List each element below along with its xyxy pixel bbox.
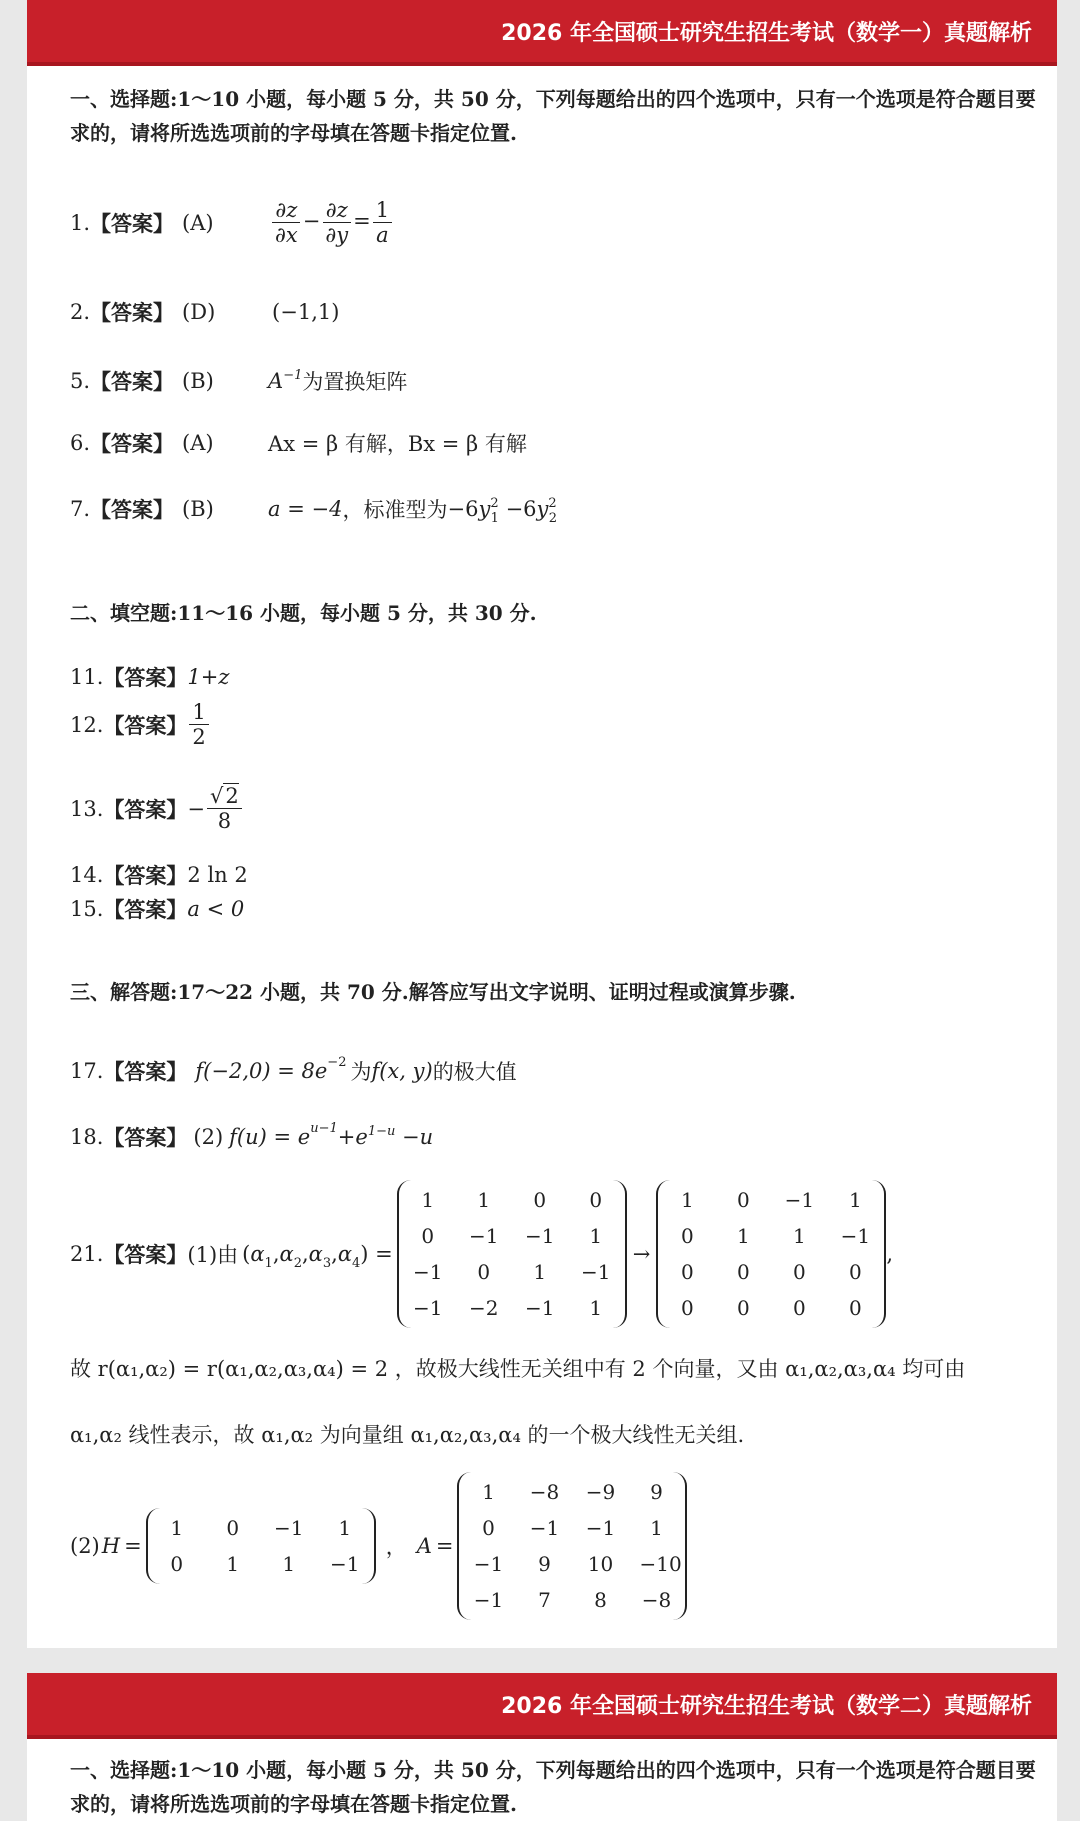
answer-row-q21: 21. 【答案】 (1)由 $(\alpha_1,\alpha_2,\alpha_3,\alpha_4)$ = 1 1 0 0 0 −1 −1 1 −1 0 1 −1 −1 −2 −1 1 → 1 0 −1 1 0 1 1 −1 0 0 0 0 0 0 0 0 , (70, 1180, 893, 1328)
matrix-reduced (656, 1180, 886, 1328)
matrix-cell: −1 (581, 1260, 611, 1284)
matrix-cell: 1 (793, 1224, 806, 1248)
matrix-cell: 0 (737, 1296, 750, 1320)
fraction-denominator: 8 (217, 809, 232, 834)
matrix-cell: 0 (482, 1516, 495, 1540)
matrix-cell: −1 (473, 1588, 504, 1612)
matrix-cell: 1 (421, 1188, 435, 1212)
matrix-cell: 0 (421, 1224, 435, 1248)
answer-tag: 【答案】 (103, 863, 188, 888)
answer-tag: 【答案】 (90, 369, 175, 394)
formula-partials: $\frac{\partial z}{\partial x}$ − $\frac{\partial z}{\partial y}$ = $\frac{1}{a}$ (270, 198, 394, 247)
matrix-cell: −1 (413, 1260, 443, 1284)
answer-tag: 【答案】 (103, 897, 188, 922)
answer-row-q15 (70, 894, 244, 924)
answer-tag: 【答案】 (103, 1059, 188, 1084)
section-choice-header: 一、选择题:1～10 小题，每小题 5 分，共 50 分，下列每题给出的四个选项中，只有一个选项是符合题目要求的，请将所选选项前的字母填在答题卡指定位置. (70, 1758, 1036, 1816)
question-number: 12. (70, 712, 104, 737)
matrix-cell: −1 (329, 1552, 360, 1576)
q21-paragraph-1: 故 r(α₁,α₂) = r(α₁,α₂,α₃,α₄) = 2 ，故极大线性无关组中有 2 个向量，又由 α₁,α₂,α₃,α₄ 均可由 (70, 1357, 966, 1381)
sheet-banner (27, 1673, 1057, 1735)
question-number: 2. (70, 300, 91, 324)
answer-row-q1 (70, 198, 394, 247)
matrix-cell: −1 (585, 1516, 616, 1540)
sheet-banner (27, 0, 1057, 62)
matrix-cell: 0 (681, 1224, 694, 1248)
answer-option: (B) (182, 497, 214, 521)
matrix-cell: 1 (681, 1188, 694, 1212)
answer-option: (A) (182, 210, 214, 235)
answer-row-q5 (70, 366, 407, 396)
matrix-cell: 10 (587, 1552, 614, 1576)
answer-text: f(u) = e (229, 1125, 311, 1149)
matrix-cell: −10 (639, 1552, 682, 1576)
matrix-cell: 1 (849, 1188, 862, 1212)
answer-tag: 【答案】 (103, 1125, 188, 1150)
answer-text: (−1,1) (272, 300, 340, 324)
matrix-cell: 0 (170, 1552, 184, 1576)
matrix-cell: −2 (469, 1296, 499, 1320)
answer-text: (2) (193, 1125, 224, 1149)
answer-text: (2) (70, 1534, 100, 1558)
q21-paragraph-2: α₁,α₂ 线性表示，故 α₁,α₂ 为向量组 α₁,α₂,α₃,α₄ 的一个极大线性无关组. (70, 1423, 745, 1447)
answer-row-q2 (70, 297, 339, 327)
answer-tag: 【答案】 (90, 300, 175, 325)
question-number: 1. (70, 210, 91, 235)
matrix-cell: −1 (529, 1516, 560, 1540)
banner-title: 2026 年全国硕士研究生招生考试（数学一）真题解析 (501, 20, 1032, 46)
answer-text: 为 (350, 1060, 372, 1084)
matrix-cell: −8 (529, 1480, 560, 1504)
answer-text: (1)由 (187, 1243, 239, 1267)
matrix-cell: 1 (737, 1224, 750, 1248)
matrix-cell: 1 (477, 1188, 491, 1212)
section-choice-header: 一、选择题:1～10 小题，每小题 5 分，共 50 分，下列每题给出的四个选项中，只有一个选项是符合题目要求的，请将所选选项前的字母填在答题卡指定位置. (70, 87, 1036, 145)
answer-tag: 【答案】 (90, 210, 175, 236)
matrix-cell: −1 (784, 1188, 815, 1212)
question-number: 5. (70, 369, 91, 393)
standard-form: $-6y^2_1 -6y^2_2$ (447, 496, 557, 526)
answer-row-q21-part2: (2) H = 1 0 −1 1 0 1 1 −1 ， A = 1 −8 −9 9 0 −1 −1 1 −1 9 10 −10 −1 7 8 −8 (70, 1472, 687, 1620)
matrix-cell: 1 (482, 1480, 495, 1504)
section-solve-header: 三、解答题:17～22 小题，共 70 分.解答应写出文字说明、证明过程或演算步骤. (70, 980, 796, 1004)
matrix-alpha (397, 1180, 627, 1328)
matrix-cell: 0 (793, 1296, 806, 1320)
answer-text: Ax = β 有解， (268, 432, 408, 456)
answer-text: 1+z (187, 665, 230, 689)
matrix-cell: 1 (589, 1224, 603, 1248)
matrix-cell: −1 (469, 1224, 499, 1248)
banner-title: 2026 年全国硕士研究生招生考试（数学二）真题解析 (501, 1693, 1032, 1719)
matrix-cell: 1 (338, 1516, 352, 1540)
question-number: 11. (70, 665, 104, 689)
matrix-cell: 0 (849, 1296, 862, 1320)
question-number: 18. (70, 1125, 104, 1149)
matrix-cell: −1 (413, 1296, 443, 1320)
matrix-cell: 1 (533, 1260, 547, 1284)
matrix-cell: 0 (681, 1260, 694, 1284)
answer-tag: 【答案】 (103, 1242, 188, 1267)
matrix-cell: 0 (477, 1260, 491, 1284)
matrix-cell: −1 (273, 1516, 304, 1540)
exam-sheet-math-two (27, 1673, 1057, 1821)
answer-row-q12 (70, 700, 211, 749)
question-number: 13. (70, 796, 104, 821)
answer-tag: 【答案】 (90, 497, 175, 522)
question-number: 7. (70, 497, 91, 521)
matrix-cell: 1 (589, 1296, 603, 1320)
matrix-cell: 7 (538, 1588, 551, 1612)
matrix-cell: 9 (650, 1480, 663, 1504)
matrix-a (457, 1472, 687, 1620)
answer-text: 2 ln 2 (187, 863, 248, 887)
matrix-cell: 0 (737, 1260, 750, 1284)
matrix-symbol: $A^{-1}$ (268, 368, 303, 393)
answer-text: a = −4 (268, 497, 343, 521)
question-number: 17. (70, 1059, 104, 1083)
matrix-cell: −1 (525, 1296, 555, 1320)
answer-row-q13: 13. 【答案】 − $\frac{√2}{8}$ (70, 784, 244, 833)
answer-text: ，标准型为 (342, 498, 448, 522)
matrix-cell: 0 (533, 1188, 547, 1212)
answer-option: (A) (182, 431, 214, 455)
fraction-numerator: 2 (225, 784, 239, 808)
matrix-cell: 9 (538, 1552, 551, 1576)
matrix-cell: 0 (681, 1296, 694, 1320)
section-fill-header: 二、填空题:11～16 小题，每小题 5 分，共 30 分. (70, 601, 537, 625)
answer-tag: 【答案】 (103, 665, 188, 690)
fraction-denominator: 2 (192, 725, 206, 750)
matrix-cell: 0 (793, 1260, 806, 1284)
answer-text: f(−2,0) = 8e (195, 1059, 328, 1083)
answer-option: (B) (182, 369, 214, 393)
matrix-cell: 1 (226, 1552, 240, 1576)
answer-tag: 【答案】 (90, 431, 175, 456)
matrix-cell: 8 (594, 1588, 607, 1612)
matrix-h (146, 1508, 376, 1584)
matrix-cell: 0 (849, 1260, 862, 1284)
answer-row-q7 (70, 494, 557, 524)
matrix-cell: −8 (641, 1588, 672, 1612)
answer-text: 的极大值 (432, 1060, 517, 1084)
exam-sheet-math-one (27, 0, 1057, 1648)
question-number: 14. (70, 863, 104, 887)
answer-option: (D) (182, 300, 216, 324)
matrix-cell: −1 (840, 1224, 871, 1248)
answer-tag: 【答案】 (103, 796, 188, 822)
answer-row-q6 (70, 428, 527, 458)
matrix-cell: −9 (585, 1480, 616, 1504)
matrix-cell: −1 (473, 1552, 504, 1576)
question-number: 21. (70, 1242, 104, 1266)
matrix-cell: 1 (282, 1552, 296, 1576)
answer-row-q11 (70, 662, 229, 692)
matrix-cell: 0 (589, 1188, 603, 1212)
matrix-cell: 0 (737, 1188, 750, 1212)
fraction-numerator: 1 (189, 700, 208, 725)
answer-text: Bx = β 有解 (407, 432, 527, 456)
answer-text: a < 0 (187, 897, 245, 921)
answer-row-q18: 18. 【答案】 (2) f(u) = e u−1 $+e^{1-u} -u$ (70, 1120, 434, 1150)
matrix-cell: 0 (226, 1516, 240, 1540)
question-number: 15. (70, 897, 104, 921)
answer-row-q14 (70, 860, 248, 890)
matrix-cell: 1 (170, 1516, 184, 1540)
matrix-cell: 1 (650, 1516, 663, 1540)
answer-text: 为置换矩阵 (302, 370, 408, 394)
answer-tag: 【答案】 (103, 712, 188, 738)
matrix-cell: −1 (525, 1224, 555, 1248)
question-number: 6. (70, 431, 91, 455)
answer-row-q17: 17. 【答案】 f(−2,0) = 8e −2 为 f(x, y) 的极大值 (70, 1054, 517, 1084)
answer-text: f(x, y) (371, 1059, 433, 1083)
